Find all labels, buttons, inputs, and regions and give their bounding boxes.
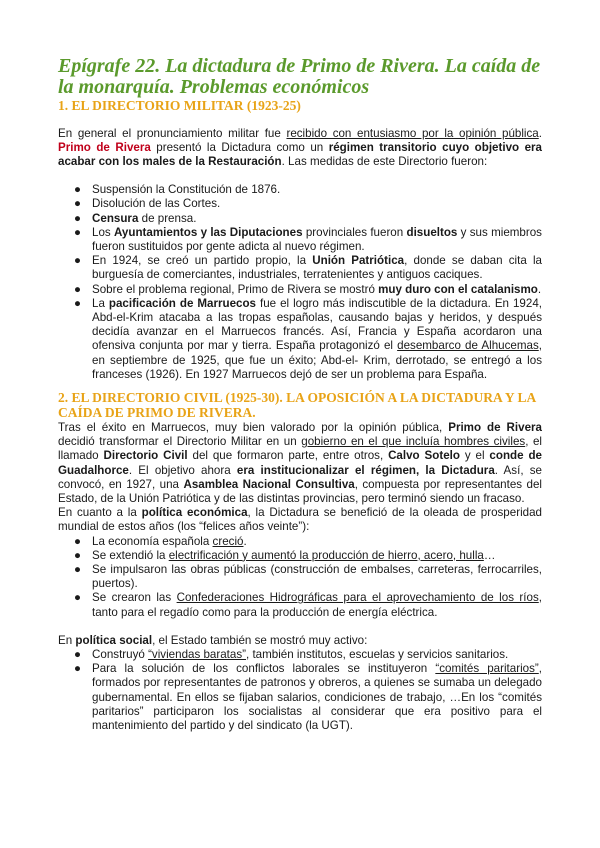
bullet-icon: ● (74, 254, 82, 268)
bullet-icon: ● (74, 534, 82, 548)
list-item: ● Construyó “viviendas baratas”, también institutos, escuelas y servicios sanitarios. (74, 648, 509, 661)
bullet-icon: ● (74, 183, 82, 197)
list-item: ● Censura de prensa. (74, 211, 197, 225)
bullet-icon: ● (74, 225, 82, 239)
section-1-measures-list (58, 183, 542, 382)
bullet-icon: ● (74, 648, 82, 661)
social-policy-list (58, 648, 542, 733)
bullet-icon: ● (74, 197, 82, 211)
bullet-icon: ● (74, 296, 82, 310)
section-2-heading: 2. EL DIRECTORIO CIVIL (1925-30). LA OPOSICIÓN A LA DICTADURA Y LA CAÍDA DE PRIMO DE RIVERA. (58, 389, 536, 421)
bullet-icon: ● (74, 662, 82, 676)
section-2-paragraph-2: En cuanto a la política económica, la Dictadura se benefició de la oleada de prosperidad mundial de estos años (los “felices años veinte”): (58, 506, 542, 534)
list-item: ● Los Ayuntamientos y las Diputaciones provinciales fueron disueltos y sus miembros fueron sustituidos por gente adicta al nuevo régimen. (74, 225, 542, 253)
section-2-paragraph-3: En política social, el Estado también se mostró muy activo: (58, 633, 368, 647)
economic-policy-list (58, 535, 542, 620)
bullet-icon: ● (74, 591, 82, 605)
list-item: ● En 1924, se creó un partido propio, la Unión Patriótica, donde se daban cita la burguesía de comerciantes, industriales, terratenientes y antiguos caciques. (74, 254, 542, 282)
list-item: ● Disolución de las Cortes. (74, 197, 221, 211)
list-item: ● La pacificación de Marruecos fue el logro más indiscutible de la dictadura. En 1924, Abd-el-Krim atacaba a las tropas españolas, causando bajas y heridos, y después decidía avanzar en el Marruecos francés. Así, Francia y España acordaron una ofensiva conjunta por mar y tierra. España protagonizó el desembarco de Alhucemas, en septiembre de 1925, que fue un éxito; Abd-el- Krim, derrotado, se entregó a los franceses (1926). En 1927 Marruecos dejó de ser un problema para España. (74, 296, 542, 381)
bullet-icon: ● (74, 562, 82, 576)
document-title: Epígrafe 22. La dictadura de Primo de Rivera. La caída de la monarquía. Problemas económicos (58, 55, 541, 98)
section-1-heading: 1. EL DIRECTORIO MILITAR (1923-25) (58, 98, 301, 113)
bullet-icon: ● (74, 211, 82, 225)
list-item: ● La economía española creció. (74, 534, 247, 548)
section-1-intro: En general el pronunciamiento militar fue recibido con entusiasmo por la opinión pública. Primo de Rivera presentó la Dictadura como un régimen transitorio cuyo objetivo era acabar con los males de la Restauración. Las medidas de este Directorio fueron: (58, 126, 542, 168)
list-item: ● Suspensión la Constitución de 1876. (74, 183, 281, 197)
list-item: ● Sobre el problema regional, Primo de Rivera se mostró muy duro con el catalanismo. (74, 282, 542, 296)
bullet-icon: ● (74, 548, 82, 562)
list-item: ● Se extendió la electrificación y aumentó la producción de hierro, acero, hulla… (74, 548, 496, 562)
list-item: ● Se crearon las Confederaciones Hidrográficas para el aprovechamiento de los ríos, tanto para el regadío como para la producción de energía eléctrica. (74, 591, 542, 619)
document-page (58, 56, 542, 733)
list-item: ● Para la solución de los conflictos laborales se instituyeron “comités paritarios”, formados por representantes de patronos y obreros, a quienes se sumaba un delegado gubernamental. En ellos se fijaban salarios, condiciones de trabajo, …En los “comités paritarios” participaron los socialistas al considerar que era positivo para el mantenimiento del partido y del sindicato (la UGT). (74, 662, 542, 733)
bullet-icon: ● (74, 282, 82, 296)
section-2-paragraph-1: Tras el éxito en Marruecos, muy bien valorado por la opinión pública, Primo de Rivera decidió transformar el Directorio Militar en un gobierno en el que incluía hombres civiles, el llamado Directorio Civil del que formaron parte, entre otros, Calvo Sotelo y el conde de Guadalhorce. El objetivo ahora era institucionalizar el régimen, la Dictadura. Así, se convocó, en 1927, una Asamblea Nacional Consultiva, compuesta por representantes del Estado, de la Unión Patriótica y de las distintas provincias, pero terminó siendo un fracaso. (58, 420, 543, 505)
list-item: ● Se impulsaron las obras públicas (construcción de embalses, carreteras, ferrocarriles, puertos). (74, 562, 542, 591)
